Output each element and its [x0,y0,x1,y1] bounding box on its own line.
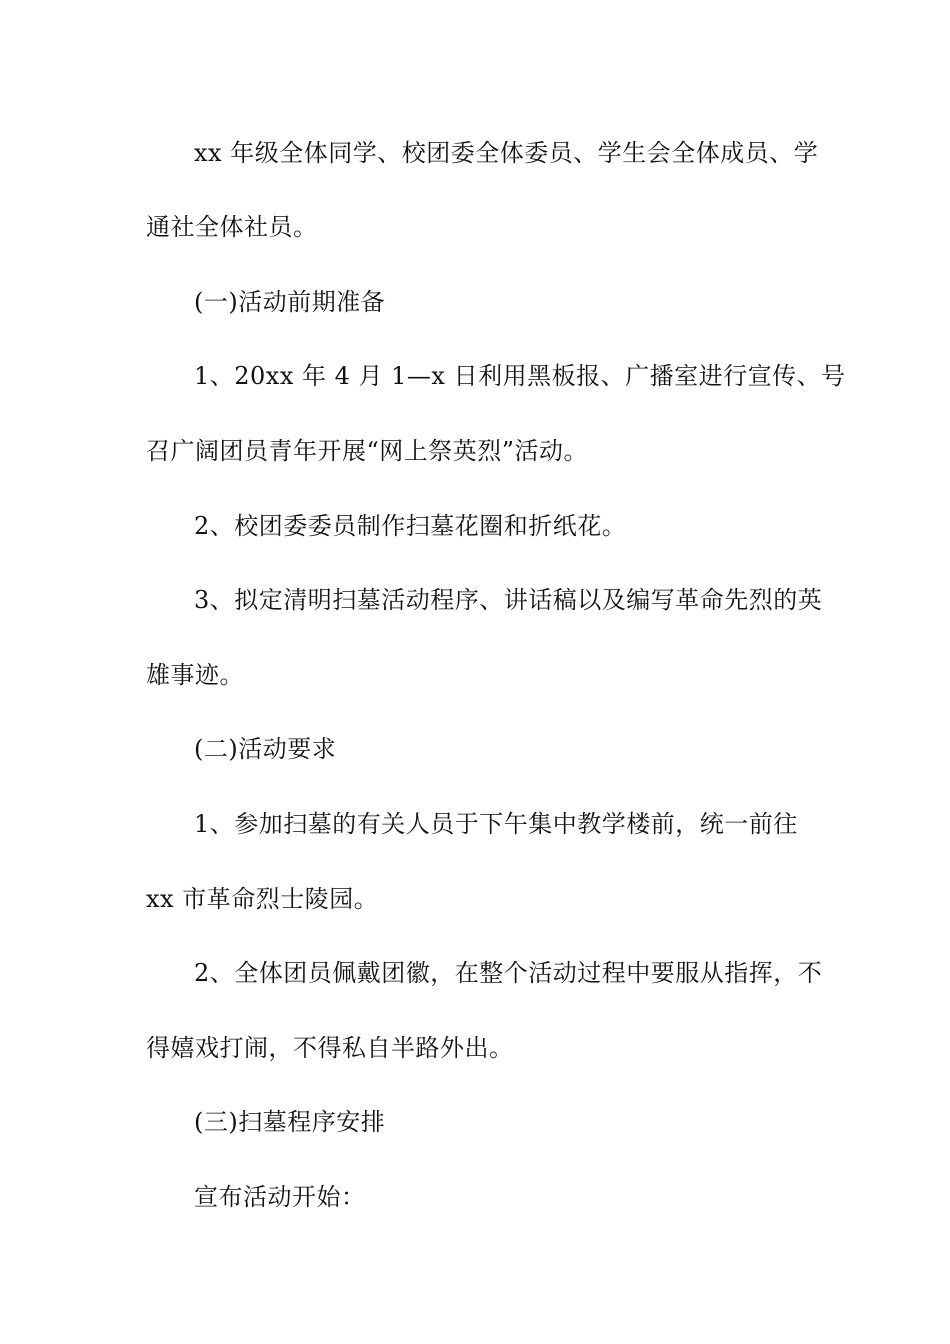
paragraph-participants-cont: 通社全体社员。 [146,213,318,241]
prep-item-3-cont: 雄事迹。 [146,661,244,689]
prep-item-1-cont: 召广阔团员青年开展“网上祭英烈”活动。 [146,437,589,465]
section-heading-procedure: (三)扫墓程序安排 [194,1108,386,1136]
paragraph-participants: xx 年级全体同学、校团委全体委员、学生会全体成员、学 [194,139,819,167]
prep-item-3: 3、拟定清明扫墓活动程序、讲话稿以及编写革命先烈的英 [194,586,823,614]
prep-item-1: 1、20xx 年 4 月 1—x 日利用黑板报、广播室进行宣传、号 [194,362,846,390]
requirement-item-1-cont: xx 市革命烈士陵园。 [146,885,379,913]
requirement-item-2-cont: 得嬉戏打闹，不得私自半路外出。 [146,1034,514,1062]
requirement-item-1: 1、参加扫墓的有关人员于下午集中教学楼前，统一前往 [194,810,798,838]
section-heading-preparation: (一)活动前期准备 [194,288,386,316]
section-heading-requirements: (二)活动要求 [194,735,337,763]
prep-item-2: 2、校团委委员制作扫墓花圈和折纸花。 [194,512,627,540]
requirement-item-2: 2、全体团员佩戴团徽，在整个活动过程中要服从指挥，不 [194,959,823,987]
procedure-start: 宣布活动开始： [194,1183,366,1211]
